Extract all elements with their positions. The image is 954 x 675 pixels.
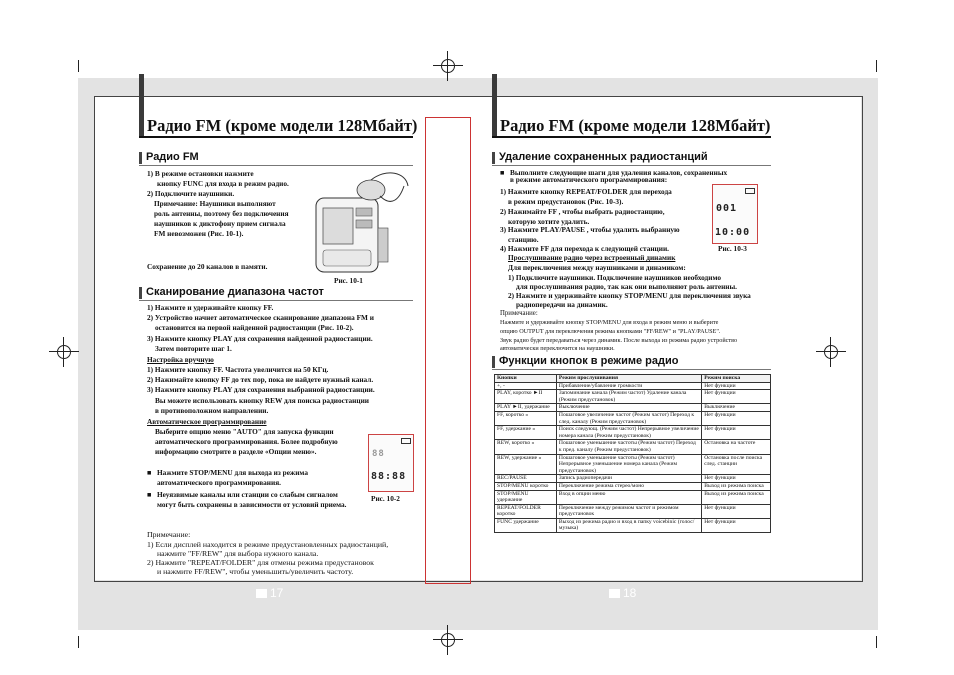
right-title-rule — [492, 136, 771, 138]
right-s1-line: 1) Подключите наушники. Подключение наушников необходимо — [508, 273, 721, 282]
left-page-title: Радио FM (кроме модели 128Мбайт) — [147, 116, 418, 135]
table-row — [495, 518, 771, 532]
table-cell: Выключение — [556, 404, 701, 412]
table-cell: Запоминание канала (Режим частот) Удаление канала (Режим предустановок) — [556, 390, 701, 404]
table-header-cell: Режим прослушивания — [556, 375, 701, 383]
left-s2-line: Выберите опцию меню "AUTO" для запуска функции — [155, 427, 334, 436]
left-s2-line: 3) Нажмите кнопку PLAY для сохранения выбранной радиостанции. — [147, 385, 375, 394]
page-number-icon — [256, 589, 267, 598]
table-cell: REW, удержание « — [495, 454, 557, 475]
right-section2-title: Функции кнопок в режиме радио — [499, 355, 679, 367]
table-cell: Нет функции — [702, 411, 771, 425]
right-s1-intro1: Выполните следующие шаги для удаления каналов, сохраненных — [510, 168, 728, 177]
table-row — [495, 404, 771, 412]
right-section1-rule — [492, 165, 771, 166]
bullet-icon: ■ — [500, 168, 505, 177]
right-s1-line: 3) Нажмите PLAY/PAUSE , чтобы удалить выбранную — [500, 225, 680, 234]
left-footnote-line3: 2) Нажмите "REPEAT/FOLDER" для отмены режима предустановок — [147, 558, 374, 567]
table-cell: FF, удержание » — [495, 426, 557, 440]
left-s2-line: Затем повторите шаг 1. — [155, 344, 232, 353]
left-s2-line: автоматического программирования. Более подробную — [155, 437, 338, 446]
right-s1-line: автоматически переключится на наушники. — [500, 345, 615, 352]
table-cell: Выключение — [702, 404, 771, 412]
table-cell: Выход из режима поиска — [702, 490, 771, 504]
table-cell: PLAY, коротко ►II — [495, 390, 557, 404]
lcd-digits-top: 88 — [372, 449, 385, 459]
table-cell: STOP/MENU коротко — [495, 482, 557, 490]
left-s1-step1a: 1) В режиме остановки нажмите — [147, 169, 254, 178]
left-figure-10-2-caption: Рис. 10-2 — [371, 494, 400, 503]
table-cell: FUNC удержание — [495, 518, 557, 532]
left-footnote-line4: и нажмите FF/REW", чтобы уменьшить/увеличить частоту. — [157, 567, 354, 576]
table-cell: Вход в опции меню — [556, 490, 701, 504]
right-s1-line: в режим предустановок (Рис. 10-3). — [508, 197, 624, 206]
left-s2-line: 3) Нажмите кнопку PLAY для сохранения найденной радиостанции. — [147, 334, 373, 343]
right-s1-line: 1) Нажмите кнопку REPEAT/FOLDER для перехода — [500, 187, 672, 196]
right-section2-mark — [492, 356, 495, 368]
right-section1-title: Удаление сохраненных радиостанций — [499, 151, 708, 163]
table-cell: PLAY ►II, удержание — [495, 404, 557, 412]
bullet-icon: ■ — [147, 490, 152, 499]
left-section1-rule — [139, 165, 413, 166]
left-s2-subheading: Настройка вручную — [147, 355, 214, 364]
right-page-number: 18 — [623, 586, 637, 600]
table-cell: Нет функции — [702, 518, 771, 532]
figure-10-3-lcd-display — [712, 184, 758, 244]
left-footnote-line1: 1) Если дисплей находится в режиме предустановленных радиостанций, — [147, 540, 389, 549]
table-cell: FF, коротко » — [495, 411, 557, 425]
left-section1-title: Радио FM — [146, 151, 199, 163]
table-cell: STOP/MENU удержание — [495, 490, 557, 504]
left-footnote-line2: нажмите "FF/REW" для выбора нужного канала. — [157, 549, 319, 558]
right-figure-10-3-caption: Рис. 10-3 — [718, 244, 747, 253]
page-number-icon — [609, 589, 620, 598]
left-title-rule — [139, 136, 413, 138]
table-row — [495, 490, 771, 504]
crop-tick — [78, 636, 79, 648]
left-section1-mark — [139, 152, 142, 164]
registration-mark-bottom — [439, 631, 457, 649]
table-cell: Переключение между режимом частот и режимом предустановок — [556, 504, 701, 518]
crop-tick — [876, 636, 877, 648]
left-s1-note1: Примечание: Наушники выполняют — [154, 199, 276, 208]
figure-10-1-recorder-illustration — [296, 168, 420, 276]
right-s1-subheading: Прослушивание радио через встроенный динамик — [508, 253, 676, 262]
left-s1-note3: наушников к диктофону прием сигнала — [154, 219, 286, 228]
left-page-number: 17 — [270, 586, 284, 600]
table-cell: +, - — [495, 382, 557, 390]
table-cell: Поиск следующ. (Режим частот) Непрерывное увеличение номера канала (Режим предустановок) — [556, 426, 701, 440]
right-s1-line: 4) Нажмите FF для перехода к следующей станции. — [500, 244, 669, 253]
right-s1-line: Примечание: — [500, 310, 538, 317]
lcd-preset-number: 001 — [716, 203, 738, 214]
battery-icon — [401, 438, 411, 444]
bullet-icon: ■ — [147, 468, 152, 477]
left-footnote-title: Примечание: — [147, 530, 191, 539]
table-row — [495, 382, 771, 390]
right-s1-line: 2) Нажмите и удерживайте кнопку STOP/MENU для переключения звука — [508, 291, 751, 300]
right-s1-line: Звук радио будет передаваться через динамик. После выхода из режима радио устройство — [500, 337, 738, 344]
figure-10-2-lcd-display — [368, 434, 414, 492]
right-title-bar — [492, 74, 497, 136]
left-s1-save-note: Сохранение до 20 каналов в памяти. — [147, 262, 268, 271]
left-s2-bullet2a: Неуязвимые каналы или станции со слабым сигналом — [157, 490, 338, 499]
left-section2-title: Сканирование диапазона частот — [146, 286, 324, 298]
left-section2-mark — [139, 287, 142, 299]
registration-mark-left — [55, 343, 73, 361]
table-row — [495, 411, 771, 425]
table-cell: Нет функции — [702, 475, 771, 483]
battery-icon — [745, 188, 755, 194]
left-s2-line: 2) Устройство начнет автоматическое сканирование диапазона FM и — [147, 313, 374, 322]
crop-tick — [876, 60, 877, 72]
button-functions-table — [494, 374, 771, 533]
registration-mark-right — [822, 343, 840, 361]
lcd-digits-bottom: 88:88 — [371, 471, 407, 482]
left-s1-step2: 2) Подключите наушники. — [147, 189, 235, 198]
table-cell: Остановка на частоте — [702, 440, 771, 454]
left-s2-subheading: Автоматическое программирование — [147, 417, 267, 426]
table-cell: REC/PAUSE — [495, 475, 557, 483]
table-row — [495, 454, 771, 475]
registration-mark-top — [439, 57, 457, 75]
right-section1-mark — [492, 152, 495, 164]
table-header-cell: Кнопки — [495, 375, 557, 383]
table-row — [495, 390, 771, 404]
left-title-bar — [139, 74, 144, 136]
right-s1-line: Для переключения между наушниками и динамиком: — [508, 263, 686, 272]
table-row — [495, 482, 771, 490]
table-row — [495, 426, 771, 440]
left-s2-bullet2b: могут быть сохранены в зависимости от условий приема. — [157, 500, 347, 509]
table-cell: Нет функции — [702, 390, 771, 404]
left-s1-note4: FM невозможен (Рис. 10-1). — [154, 229, 244, 238]
table-header-cell: Режим поиска — [702, 375, 771, 383]
table-cell: Пошаговое уменьшение частоты (Режим частот) Непрерывное уменьшение номера канала (Режим предустановок) — [556, 454, 701, 475]
table-cell: Выход из режима радио и вход в папку voicebinic (голос/музыка) — [556, 518, 701, 532]
table-cell: Прибавление/убавление громкости — [556, 382, 701, 390]
table-cell: Пошаговое увеличение частот (Режим частот) Переход к след. каналу (Режим предустановок) — [556, 411, 701, 425]
left-section2-rule — [139, 300, 413, 301]
lcd-time: 10:00 — [715, 227, 751, 238]
right-s1-line: для прослушивания радио, так как они выполняют роль антенны. — [516, 282, 738, 291]
right-s1-line: 2) Нажимайте FF , чтобы выбрать радиостанцию, — [500, 207, 665, 216]
table-cell: Выход из режима поиска — [702, 482, 771, 490]
left-s2-line: информацию смотрите в разделе «Опции меню». — [155, 447, 317, 456]
left-s2-line: Вы можете использовать кнопку REW для поиска радиостанции — [155, 396, 369, 405]
left-s1-note2: роль антенны, поэтому без подключения — [154, 209, 289, 218]
table-cell: Пошаговое уменьшение частоты (Режим частот) Переход к пред. каналу (Режим предустановок) — [556, 440, 701, 454]
table-header-row — [495, 375, 771, 383]
left-s2-line: остановится на первой найденной радиостанции (Рис. 10-2). — [155, 323, 354, 332]
table-row — [495, 504, 771, 518]
table-cell: Переключение режима стерео/моно — [556, 482, 701, 490]
table-cell: Остановка после поиска след. станции — [702, 454, 771, 475]
table-row — [495, 475, 771, 483]
left-s2-bullet1a: Нажмите STOP/MENU для выхода из режима — [157, 468, 308, 477]
right-section2-rule — [492, 369, 771, 370]
table-row — [495, 440, 771, 454]
right-page-title: Радио FM (кроме модели 128Мбайт) — [500, 116, 771, 135]
right-s1-line: опцию OUTPUT для переключения режима кнопками "FF/REW" и "PLAY/PAUSE". — [500, 328, 721, 335]
table-cell: REW, коротко « — [495, 440, 557, 454]
right-s1-line: Нажмите и удерживайте кнопку STOP/MENU для входа в режим меню и выберите — [500, 319, 719, 326]
left-s2-line: 1) Нажмите кнопку FF. Частота увеличится на 50 КГц. — [147, 365, 329, 374]
table-cell: Нет функции — [702, 382, 771, 390]
crop-tick — [78, 60, 79, 72]
table-cell: Запись радиопередачи — [556, 475, 701, 483]
left-s2-line: 1) Нажмите и удерживайте кнопку FF. — [147, 303, 274, 312]
left-s2-bullet1b: автоматического программирования. — [157, 478, 281, 487]
left-s2-line: в противоположном направлении. — [155, 406, 269, 415]
table-cell: Нет функции — [702, 426, 771, 440]
table-cell: REPEAT/FOLDER коротко — [495, 504, 557, 518]
right-s1-line: которую хотите удалить. — [508, 217, 590, 226]
left-figure-10-1-caption: Рис. 10-1 — [334, 276, 363, 285]
table-cell: Нет функции — [702, 504, 771, 518]
left-s1-step1b: кнопку FUNC для входа в режим радио. — [157, 179, 289, 188]
right-s1-line: радиопередачи на динамик. — [516, 300, 608, 309]
left-s2-line: 2) Нажимайте кнопку FF до тех пор, пока не найдете нужный канал. — [147, 375, 374, 384]
right-s1-line: станцию. — [508, 235, 539, 244]
right-s1-intro2: в режиме автоматического программирования: — [510, 175, 668, 184]
binding-strip — [425, 117, 471, 584]
